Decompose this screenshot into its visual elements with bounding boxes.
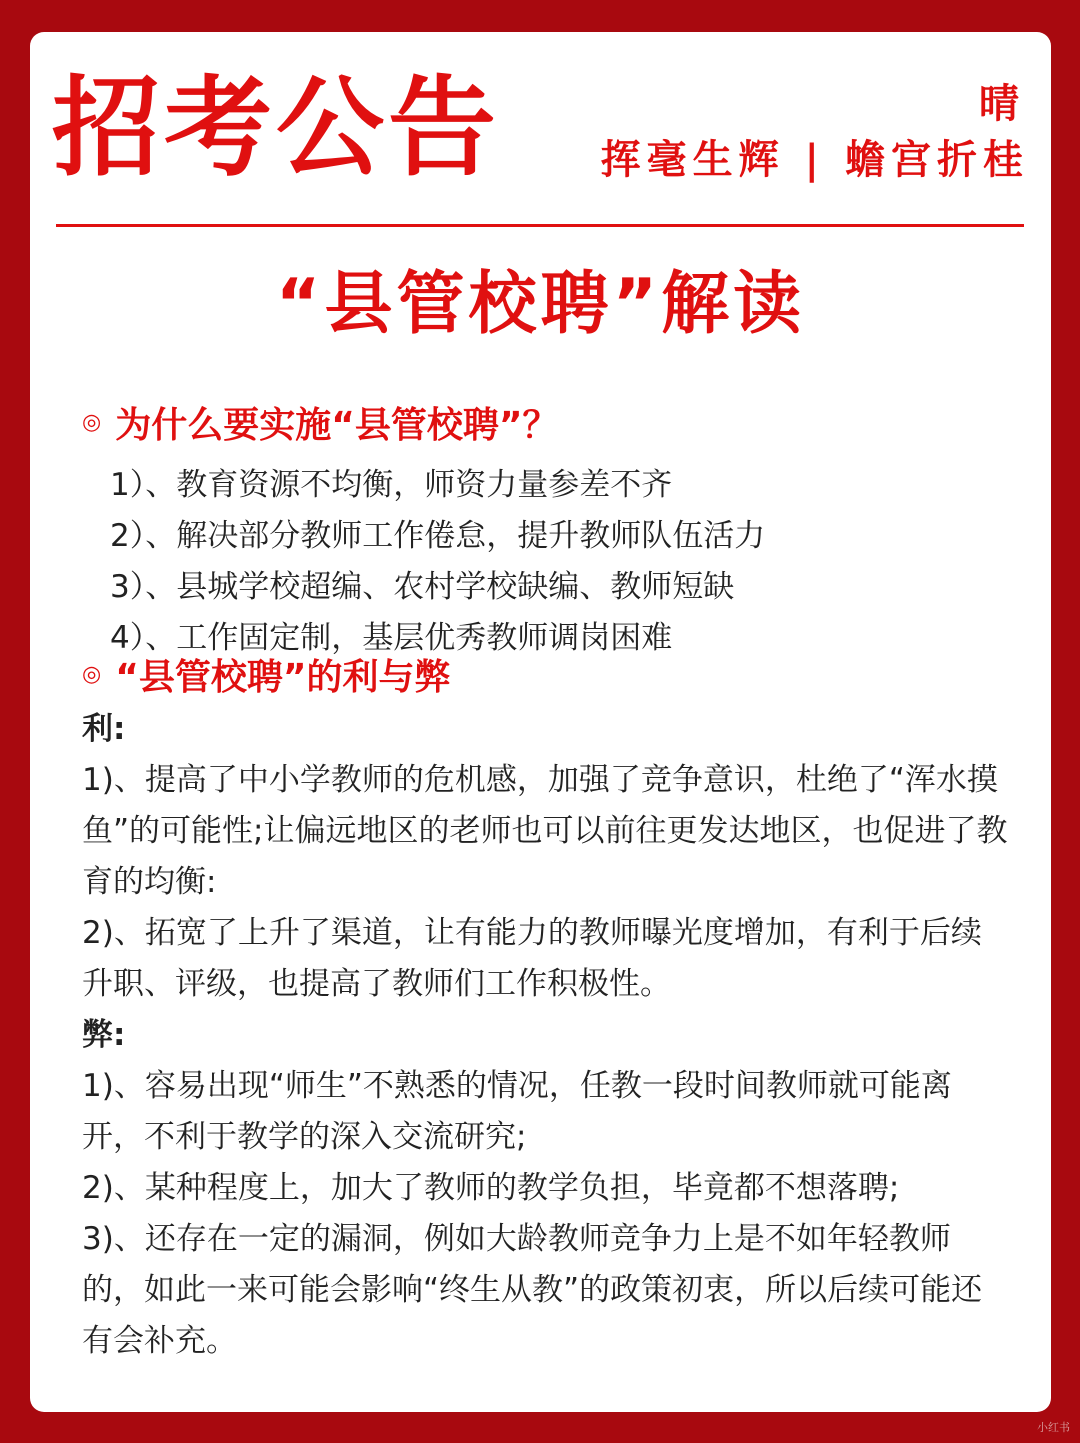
watermark: 小红书 — [1037, 1421, 1070, 1434]
pros-paragraph: 1)、提高了中小学教师的危机感，加强了竞争意识，杜绝了“浑水摸鱼”的可能性;让偏远地区的老师也可以前往更发达地区，也促进了教育的均衡: — [82, 762, 1008, 900]
cons-paragraph: 1)、容易出现“师生”不熟悉的情况，任教一段时间教师就可能离开，不利于教学的深入交流研究; — [82, 1068, 952, 1155]
title-divider — [56, 224, 1024, 227]
cons-paragraph: 2)、某种程度上，加大了教师的教学负担，毕竟都不想落聘; — [82, 1170, 900, 1206]
pros-cons-body — [82, 704, 1012, 1367]
section-heading-text: “县管校聘”的利与弊 — [115, 657, 451, 698]
section-heading-pros-cons — [82, 656, 451, 699]
subtitle: “县管校聘”解读 — [275, 265, 806, 344]
list-item: 1）、教育资源不均衡，师资力量参差不齐 — [110, 467, 673, 503]
reasons-list — [110, 460, 765, 664]
pros-paragraph: 2)、拓宽了上升了渠道，让有能力的教师曝光度增加，有利于后续升职、评级，也提高了教师们工作积极性。 — [82, 915, 982, 1002]
main-title: 招考公告 — [52, 66, 501, 191]
cons-label: 弊: — [82, 1017, 126, 1053]
list-item: 3）、县城学校超编、农村学校缺编、教师短缺 — [110, 569, 735, 605]
pros-label: 利: — [82, 711, 126, 747]
poster-card — [30, 32, 1051, 1412]
circle-bullet-icon: ◎ — [82, 409, 102, 435]
circle-bullet-icon: ◎ — [82, 661, 102, 687]
cons-paragraph: 3)、还存在一定的漏洞，例如大龄教师竞争力上是不如年轻教师的，如此一来可能会影响“终生从教”的政策初衷，所以后续可能还有会补充。 — [82, 1221, 983, 1359]
list-item: 4）、工作固定制，基层优秀教师调岗困难 — [110, 620, 673, 656]
section-heading-text: 为什么要实施“县管校聘”？ — [115, 405, 559, 446]
author-name: 晴 — [979, 81, 1019, 127]
slogan: 挥毫生辉 | 蟾宫折桂 — [600, 136, 1029, 183]
list-item: 2）、解决部分教师工作倦怠，提升教师队伍活力 — [110, 518, 766, 554]
section-heading-why — [82, 404, 559, 447]
